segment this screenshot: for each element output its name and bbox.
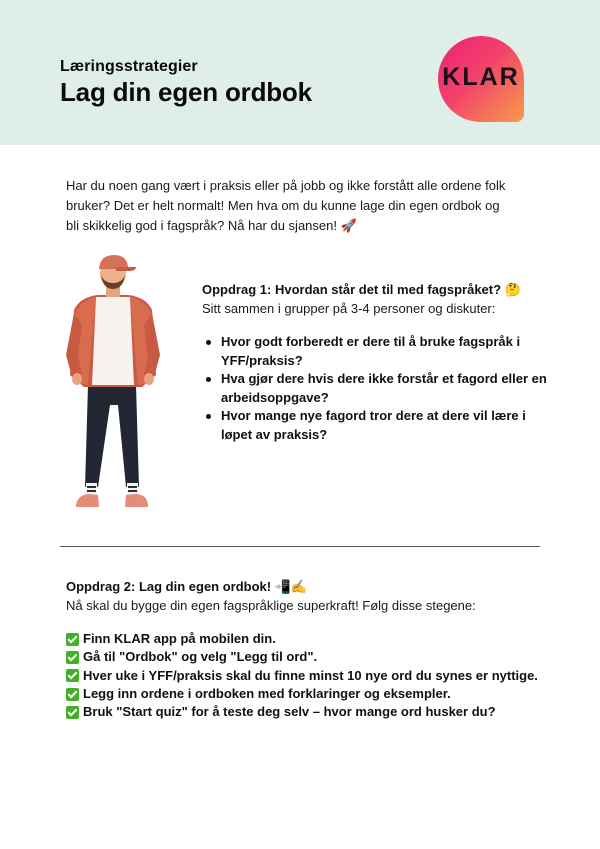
page-title: Lag din egen ordbok — [60, 77, 312, 107]
list-item — [66, 630, 586, 648]
task1-section — [202, 280, 562, 318]
list-item — [66, 685, 586, 703]
task1-text: Sitt sammen i grupper på 3-4 personer og diskuter: — [202, 301, 496, 316]
checkmark-icon — [66, 688, 79, 701]
task2-title: Oppdrag 2: Lag din egen ordbok! 📲✍️ — [66, 579, 308, 594]
step-text: Legg inn ordene i ordboken med forklaringer og eksempler. — [83, 685, 451, 701]
list-item — [66, 648, 586, 666]
list-item — [66, 667, 586, 685]
logo-text: KLAR — [442, 63, 520, 91]
page-subtitle: Læringsstrategier — [60, 58, 198, 75]
task1-title: Oppdrag 1: Hvordan står det til med fagspråket? 🤔 — [202, 282, 521, 297]
task2-text: Nå skal du bygge din egen fagspråklige superkraft! Følg disse stegene: — [66, 598, 476, 613]
list-item: Hvor godt forberedt er dere til å bruke fagspråk i YFF/praksis? — [202, 333, 552, 370]
step-text: Bruk "Start quiz" for å teste deg selv – hvor mange ord husker du? — [83, 704, 496, 720]
task2-section — [66, 577, 536, 615]
step-text: Finn KLAR app på mobilen din. — [83, 631, 276, 646]
checkmark-icon — [66, 651, 79, 664]
list-item: Hva gjør dere hvis dere ikke forstår et fagord eller en arbeidsoppgave? — [202, 370, 552, 407]
step-text: Gå til "Ordbok" og velg "Legg til ord". — [83, 649, 318, 665]
task2-step-list — [66, 630, 586, 721]
intro-paragraph: Har du noen gang vært i praksis eller på jobb og ikke forstått alle ordene folk bruker? Det er helt normalt! Men hva om du kunne lage din egen ordbok og bli skikkelig god i fagspråk? Nå har du sjansen! 🚀 — [66, 178, 506, 233]
klar-logo — [438, 36, 524, 122]
task1-bullet-list — [202, 333, 552, 444]
checkmark-icon — [66, 633, 79, 646]
checkmark-icon — [66, 669, 79, 682]
checkmark-icon — [66, 706, 79, 719]
list-item: Hvor mange nye fagord tror dere at dere vil lære i løpet av praksis? — [202, 407, 552, 444]
step-text: Hver uke i YFF/praksis skal du finne minst 10 nye ord du synes er nyttige. — [83, 667, 538, 683]
list-item — [66, 703, 586, 721]
header-banner — [0, 0, 600, 145]
person-illustration — [58, 255, 168, 520]
section-divider — [60, 546, 540, 547]
